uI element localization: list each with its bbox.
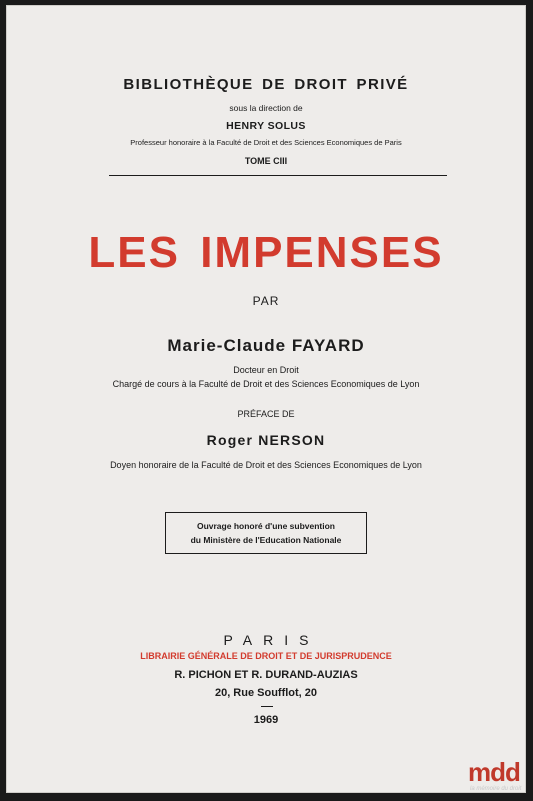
series-editor-title: Professeur honoraire à la Faculté de Droit et des Sciences Economiques de Paris	[130, 138, 402, 147]
author-title-2: Chargé de cours à la Faculté de Droit et des Sciences Economiques de Lyon	[112, 379, 420, 389]
series-editor: HENRY SOLUS	[226, 120, 306, 132]
author-name: Marie-Claude FAYARD	[167, 336, 365, 355]
tome-number: TOME CIII	[244, 156, 288, 166]
watermark-logo	[468, 759, 530, 797]
publisher-name: LIBRAIRIE GÉNÉRALE DE DROIT ET DE JURISPRUDENCE	[140, 651, 392, 661]
prefacer-title: Doyen honoraire de la Faculté de Droit et des Sciences Economiques de Lyon	[110, 460, 422, 470]
prefacer-name: Roger NERSON	[206, 432, 326, 448]
book-title: LES IMPENSES	[88, 228, 444, 277]
subsidy-line-1: Ouvrage honoré d'une subvention	[196, 521, 336, 531]
publication-year: 1969	[253, 714, 279, 726]
publisher-city: PARIS	[223, 632, 320, 648]
series-direction-label: sous la direction de	[229, 103, 303, 113]
series-name: BIBLIOTHÈQUE DE DROIT PRIVÉ	[123, 76, 409, 93]
imprint-divider	[261, 706, 273, 707]
preface-label: PRÉFACE DE	[237, 409, 295, 419]
subsidy-notice-box	[165, 512, 367, 554]
publisher-address: 20, Rue Soufflot, 20	[214, 687, 318, 699]
watermark-mark: mdd	[468, 757, 520, 787]
header-divider	[109, 175, 447, 176]
book-cover	[6, 5, 526, 793]
author-title-1: Docteur en Droit	[233, 365, 299, 375]
subsidy-line-2: du Ministère de l'Education Nationale	[190, 535, 342, 545]
publisher-owners: R. PICHON ET R. DURAND-AUZIAS	[174, 669, 358, 681]
watermark-tagline: la mémoire du droit	[470, 786, 522, 792]
by-label: PAR	[252, 294, 280, 308]
